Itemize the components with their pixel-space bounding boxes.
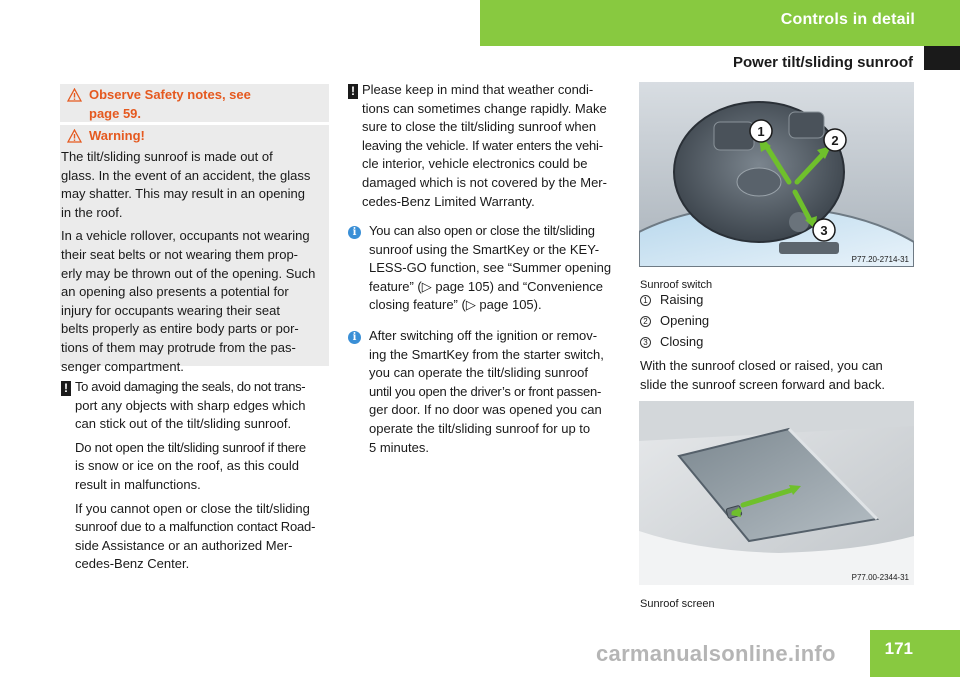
text-line: ing the SmartKey from the starter switch, xyxy=(369,346,604,362)
text-line: tions of them may protrude from the pas- xyxy=(61,339,296,355)
text-line: side Assistance or an authorized Mer- xyxy=(75,537,293,553)
text-line: leaving the vehicle. If water enters the vehi- xyxy=(362,137,603,153)
subsection-title: Power tilt/sliding sunroof xyxy=(733,54,913,71)
text-line: ger door. If no door was opened you can xyxy=(369,402,602,418)
list-item-label: Opening xyxy=(660,313,710,328)
text-line: until you open the driver’s or front passen- xyxy=(369,383,602,399)
note-exclamation-icon: ! xyxy=(348,84,358,99)
note-paragraph-2 xyxy=(75,439,335,495)
warning-triangle-icon xyxy=(67,129,82,143)
text-line: To avoid damaging the seals, do not trans- xyxy=(75,379,306,394)
warning-paragraph-2 xyxy=(61,227,329,376)
text-line: cedes-Benz Limited Warranty. xyxy=(362,193,535,209)
number-badge: 1 xyxy=(640,295,651,306)
text-line: is snow or ice on the roof, as this could xyxy=(75,458,300,474)
page-reference-link[interactable]: closing feature” (▷ page 105). xyxy=(369,297,542,313)
list-item-label: Raising xyxy=(660,292,704,307)
list-item-raising xyxy=(640,291,703,310)
text-line: belts properly as entire body parts or por- xyxy=(61,321,299,337)
list-item-label: Closing xyxy=(660,334,704,349)
list-item-closing xyxy=(640,333,703,352)
text-line: cedes-Benz Center. xyxy=(75,556,190,572)
info-smartkey xyxy=(369,222,627,315)
text-line: injury for occupants wearing their seat xyxy=(61,302,280,318)
number-badge: 2 xyxy=(640,316,651,327)
note-body xyxy=(75,378,335,574)
note-paragraph-3 xyxy=(75,500,335,574)
text-line: sunroof using the SmartKey or the KEY- xyxy=(369,241,600,257)
page-reference-link[interactable]: feature” (▷ page 105) and “Convenience xyxy=(369,278,604,294)
text-line: erly may be thrown out of the opening. Such xyxy=(61,265,316,281)
text-line: cle interior, vehicle electronics could be xyxy=(362,156,588,172)
text-line: In a vehicle rollover, occupants not wearing xyxy=(61,228,310,244)
safety-note-page-link[interactable]: page 59. xyxy=(89,105,142,121)
text-line: an opening also presents a potential for xyxy=(61,284,289,300)
text-line: glass. In the event of an accident, the glass xyxy=(61,167,311,183)
svg-text:1: 1 xyxy=(757,124,765,139)
text-line: can stick out of the tilt/sliding sunroof. xyxy=(75,416,292,432)
note-exclamation-icon: ! xyxy=(61,381,71,396)
text-line: With the sunroof closed or raised, you can xyxy=(640,358,883,373)
text-line: tions can sometimes change rapidly. Make xyxy=(362,100,607,116)
callout-1 xyxy=(750,120,772,142)
text-line: If you cannot open or close the tilt/sliding xyxy=(75,500,310,516)
text-line: slide the sunroof screen forward and back. xyxy=(640,376,885,392)
page-number-box xyxy=(870,630,960,677)
section-title: Controls in detail xyxy=(780,11,915,28)
safety-note-text xyxy=(89,86,251,123)
text-line: After switching off the ignition or remov- xyxy=(369,328,598,343)
text-line: Please keep in mind that weather condi- xyxy=(362,82,594,97)
watermark: carmanualsonline.info xyxy=(596,641,836,666)
warning-triangle-icon xyxy=(67,88,82,102)
callout-3 xyxy=(813,219,835,241)
svg-text:3: 3 xyxy=(820,223,828,238)
page-tab-marker xyxy=(924,46,960,70)
figure-code: P77.20-2714-31 xyxy=(851,255,909,264)
text-line: operate the tilt/sliding sunroof for up to xyxy=(369,420,591,436)
warning-body xyxy=(61,148,329,376)
note-paragraph-1 xyxy=(75,378,335,434)
text-line: sunroof due to a malfunction contact Road- xyxy=(75,519,316,535)
sunroof-screen-paragraph xyxy=(640,357,920,394)
info-ignition xyxy=(369,327,627,457)
text-line: 5 minutes. xyxy=(369,439,429,455)
warning-paragraph-1 xyxy=(61,148,329,222)
text-line: result in malfunctions. xyxy=(75,476,201,492)
list-item-opening xyxy=(640,312,709,331)
text-line: their seat belts or not wearing them prop- xyxy=(61,246,299,262)
text-line: port any objects with sharp edges which xyxy=(75,397,306,413)
sunroof-screen-photo xyxy=(639,401,914,585)
text-line: sure to close the tilt/sliding sunroof when xyxy=(362,119,597,135)
weather-note xyxy=(362,81,624,211)
text-line: You can also open or close the tilt/sliding xyxy=(369,223,595,238)
sunroof-switch-photo xyxy=(639,82,914,267)
figure-caption: Sunroof screen xyxy=(640,598,715,610)
page-number: 171 xyxy=(884,639,913,658)
text-line: may shatter. This may result in an opening xyxy=(61,186,305,202)
figure-caption: Sunroof switch xyxy=(640,279,713,291)
svg-text:2: 2 xyxy=(831,133,839,148)
text-line: you can operate the tilt/sliding sunroof xyxy=(369,365,588,381)
text-line: Do not open the tilt/sliding sunroof if there xyxy=(75,439,306,455)
safety-note-line: Observe Safety notes, see xyxy=(89,87,251,102)
number-badge: 3 xyxy=(640,337,651,348)
text-line: senger compartment. xyxy=(61,358,184,374)
warning-title: Warning! xyxy=(89,128,145,143)
text-line: in the roof. xyxy=(61,204,123,220)
info-icon: i xyxy=(348,226,361,239)
info-icon: i xyxy=(348,331,361,344)
text-line: The tilt/sliding sunroof is made out of xyxy=(61,149,273,164)
text-line: damaged which is not covered by the Mer- xyxy=(362,174,607,190)
text-line: LESS-GO function, see “Summer opening xyxy=(369,260,612,276)
callout-2 xyxy=(824,129,846,151)
figure-code: P77.00-2344-31 xyxy=(851,573,909,582)
